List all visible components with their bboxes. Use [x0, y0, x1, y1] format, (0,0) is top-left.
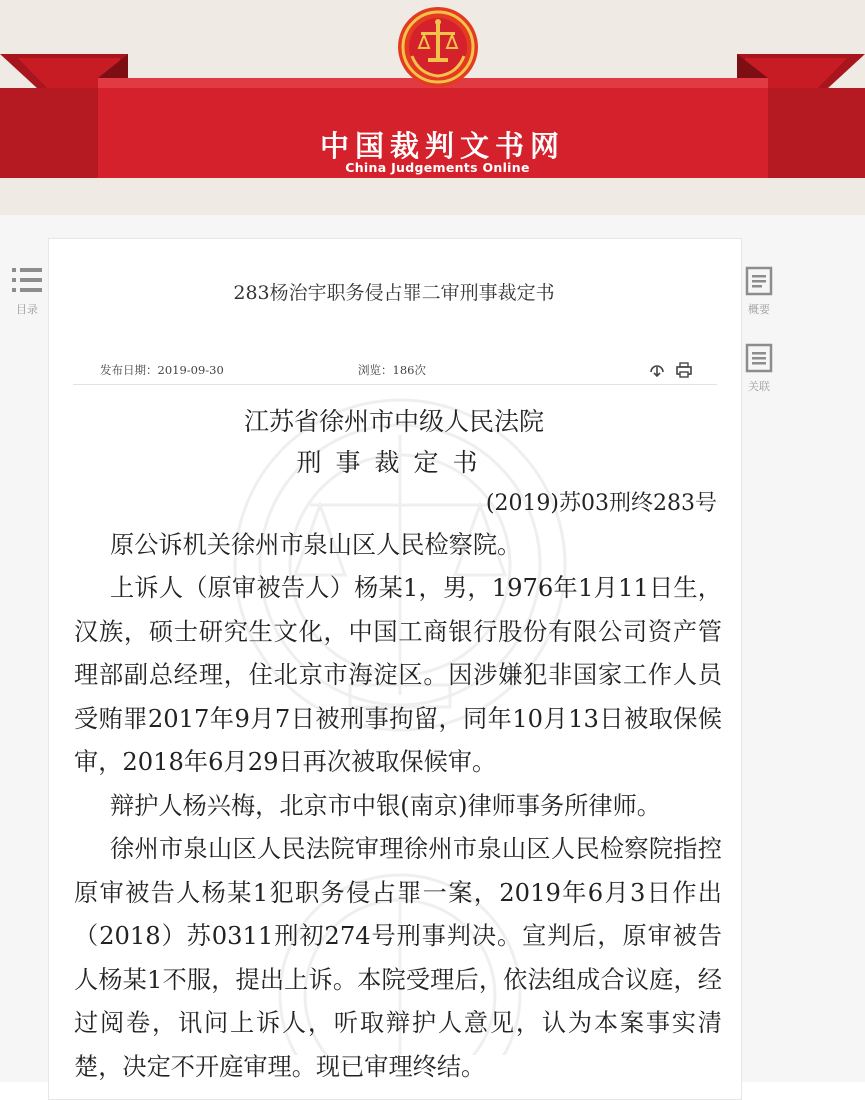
paragraph-prosecutor: 原公诉机关徐州市泉山区人民检察院。: [110, 531, 522, 559]
related-label: 关联: [748, 380, 770, 393]
summary-button[interactable]: [744, 266, 774, 317]
paragraph-proceedings: 徐州市泉山区人民法院审理徐州市泉山区人民检察院指控原审被告人杨某1犯职务侵占罪一案，2019年6月3日作出（2018）苏0311刑初274号刑事判决。宣判后，原审被告人杨某1不服，提出上诉。本院受理后，依法组成合议庭，经过阅卷，讯问上诉人，听取辩护人意见，认为本案事实清楚，决定不开庭审理。现已审理终结。: [74, 835, 722, 1081]
views-value: 186次: [392, 363, 426, 377]
publish-date-label: 发布日期：: [100, 363, 158, 377]
toc-list-icon: [10, 266, 44, 296]
related-button[interactable]: [744, 343, 774, 394]
court-name: 江苏省徐州市中级人民法院: [243, 407, 544, 436]
print-icon[interactable]: [675, 361, 693, 379]
doc-tools: [648, 361, 693, 383]
download-icon[interactable]: [648, 361, 666, 379]
publish-date: [100, 362, 224, 378]
site-title[interactable]: 中国裁判文书网: [319, 129, 565, 163]
paragraph-appellant: 上诉人（原审被告人）杨某1，男，1976年1月11日生，汉族，硕士研究生文化，中国工商银行股份有限公司资产管理部副总经理，住北京市海淀区。因涉嫌犯非国家工作人员受贿罪2017年9月7日被刑事拘留，同年10月13日被取保候审，2018年6月29日再次被取保候审。: [74, 574, 722, 776]
summary-doc-icon: [744, 266, 774, 296]
views-label: 浏览：: [358, 363, 393, 377]
court-emblem-icon: [397, 6, 479, 88]
document-title: 283杨治宇职务侵占罪二审刑事裁定书: [233, 282, 555, 304]
view-count: [358, 362, 426, 378]
toc-button[interactable]: [10, 266, 44, 317]
case-number: (2019)苏03刑终283号: [485, 491, 717, 516]
site-header: [0, 0, 865, 215]
site-subtitle: China Judgements Online: [345, 160, 530, 175]
publish-date-value: 2019-09-30: [157, 363, 224, 377]
summary-label: 概要: [748, 303, 770, 316]
meta-divider: [73, 384, 717, 385]
document-type: 刑事裁定书: [296, 448, 492, 477]
paragraph-defender: 辩护人杨兴梅，北京市中银(南京)律师事务所律师。: [110, 792, 661, 820]
toc-label: 目录: [16, 303, 38, 316]
related-doc-icon: [744, 343, 774, 373]
